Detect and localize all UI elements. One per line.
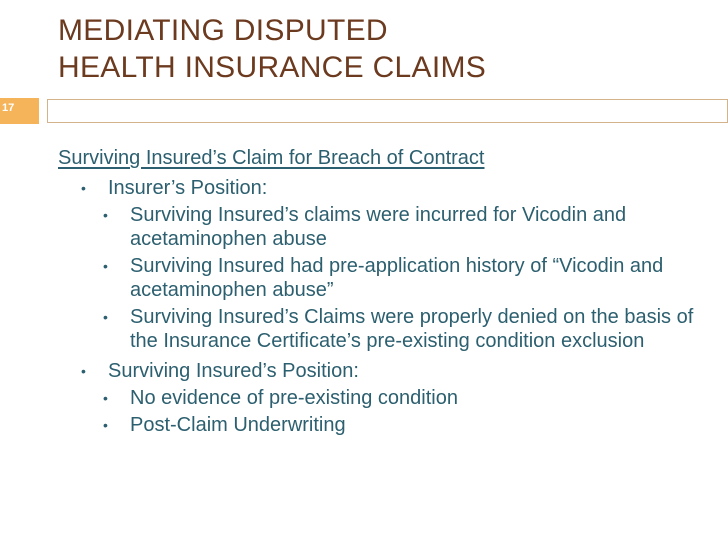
slide-body [58, 146, 698, 437]
bullet-icon: • [103, 207, 108, 223]
insured-position-item [58, 359, 698, 383]
bullet-icon: • [103, 309, 108, 325]
insurer-point-3: Surviving Insured’s Claims were properly denied on the basis of the Insurance Certificate’s pre-existing condition exclusion [130, 306, 694, 352]
insured-point-1: No evidence of pre-existing condition [130, 387, 458, 409]
bullet-icon: • [103, 258, 108, 274]
bullet-icon: • [81, 180, 86, 196]
insurer-point-1: Surviving Insured’s claims were incurred for Vicodin and acetaminophen abuse [130, 204, 627, 250]
list-item [58, 203, 698, 251]
insured-point-2: Post-Claim Underwriting [130, 414, 346, 436]
section-heading: Surviving Insured’s Claim for Breach of Contract [58, 147, 485, 169]
list-item [58, 305, 698, 353]
bullet-icon: • [103, 390, 108, 406]
insurer-position-label: Insurer’s Position: [108, 177, 268, 199]
insurer-position-item [58, 176, 698, 200]
slide-title [58, 12, 698, 86]
title-divider-bar [47, 99, 728, 123]
bullet-icon: • [103, 417, 108, 433]
title-line-2: HEALTH INSURANCE CLAIMS [58, 51, 487, 84]
title-line-1: MEDIATING DISPUTED [58, 14, 388, 47]
slide-number: 17 [2, 102, 15, 114]
bullet-icon: • [81, 363, 86, 379]
list-item [58, 386, 698, 410]
list-item [58, 413, 698, 437]
insurer-point-2: Surviving Insured had pre-application history of “Vicodin and acetaminophen abuse” [130, 255, 664, 301]
list-item [58, 254, 698, 302]
insured-position-label: Surviving Insured’s Position: [108, 360, 359, 382]
